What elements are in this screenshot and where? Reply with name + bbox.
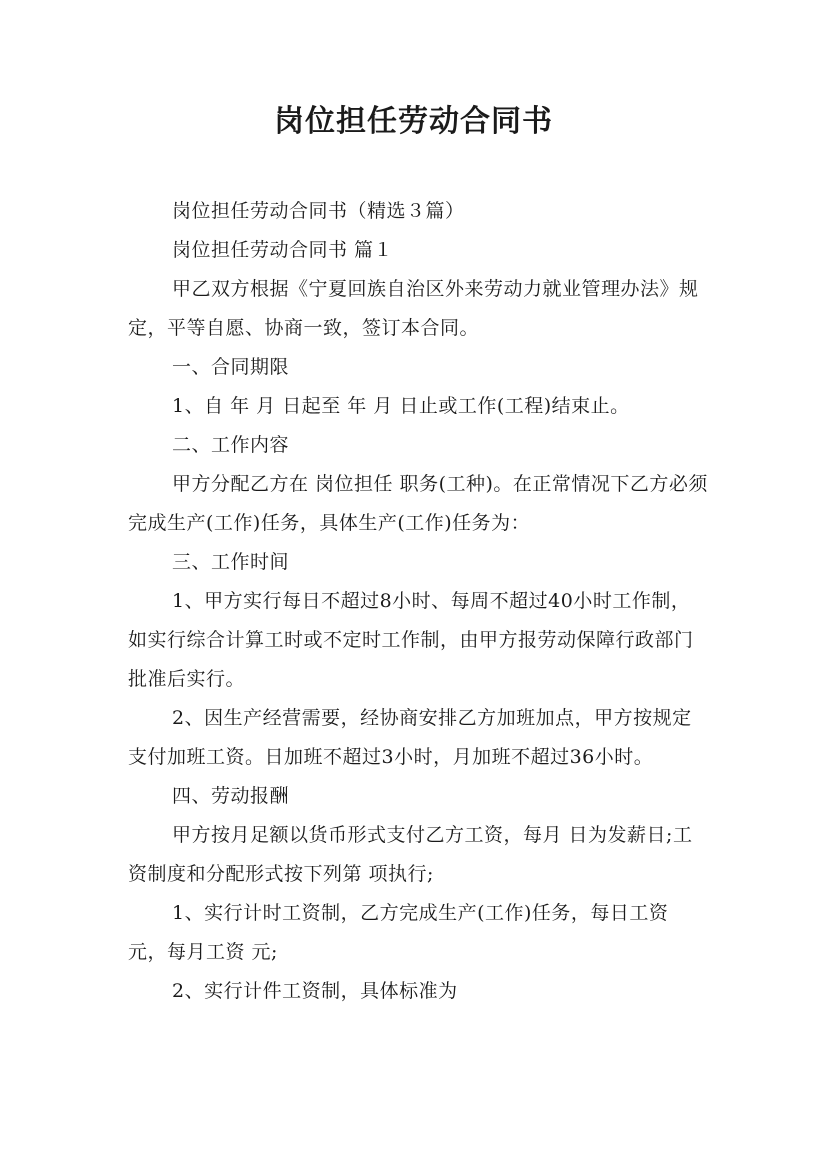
heading-work-hours: 三、工作时间: [172, 551, 290, 573]
paragraph-section-heading: 岗位担任劳动合同书 篇１: [172, 239, 394, 261]
paragraph-work-hours-2: 2、因生产经营需要，经协商安排乙方加班加点，甲方按规定支付加班工资。日加班不超过3小时，月加班不超过36小时。: [128, 707, 692, 768]
paragraph-remuneration-1: 1、实行计时工资制，乙方完成生产(工作)任务，每日工资 元，每月工资 元;: [128, 902, 669, 963]
paragraph-work-content: 甲方分配乙方在 岗位担任 职务(工种)。在正常情况下乙方必须完成生产(工作)任务，具体生产(工作)任务为：: [128, 473, 708, 534]
paragraph-subtitle: 岗位担任劳动合同书（精选３篇）: [172, 200, 465, 222]
paragraph-contract-term: 1、自 年 月 日起至 年 月 日止或工作(工程)结束止。: [172, 395, 630, 417]
paragraph-remuneration-2: 2、实行计件工资制，具体标准为: [172, 980, 458, 1002]
document-title: 岗位担任劳动合同书: [274, 104, 553, 139]
heading-contract-term: 一、合同期限: [172, 356, 290, 378]
paragraph-work-hours-1: 1、甲方实行每日不超过8小时、每周不超过40小时工作制，如实行综合计算工时或不定时工作制，由甲方报劳动保障行政部门批准后实行。: [128, 590, 694, 690]
heading-remuneration: 四、劳动报酬: [172, 785, 290, 807]
heading-work-content: 二、工作内容: [172, 434, 290, 456]
paragraph-preamble: 甲乙双方根据《宁夏回族自治区外来劳动力就业管理办法》规定，平等自愿、协商一致，签订本合同。: [128, 278, 699, 339]
paragraph-remuneration: 甲方按月足额以货币形式支付乙方工资，每月 日为发薪日;工资制度和分配形式按下列第 项执行;: [128, 824, 693, 885]
document-body: [128, 192, 708, 1011]
